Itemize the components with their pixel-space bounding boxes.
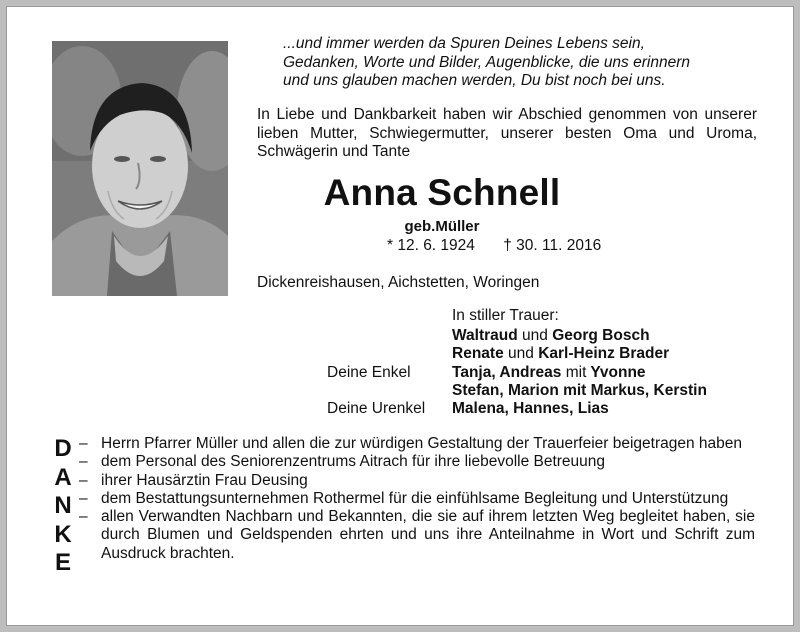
thanks-item [79, 508, 755, 563]
intro-text: In Liebe und Dankbarkeit haben wir Abschied genommen von unserer lieben Mutter, Schwiegermutter, unserer besten Oma und Uroma, Schwägerin und Tante [257, 106, 757, 160]
danke-vertical-word [51, 435, 75, 578]
mourners-list [327, 327, 707, 418]
quote-line: und uns glauben machen werden, Du bist noch bei uns. [283, 72, 666, 89]
mourner-name: Yvonne [590, 363, 646, 381]
thanks-item [79, 472, 755, 490]
birth-date: * 12. 6. 1924 [387, 237, 475, 254]
dash: – [79, 508, 88, 526]
memorial-quote [283, 35, 763, 91]
danke-letter: A [54, 463, 72, 491]
thanks-text: allen Verwandten Nachbarn und Bekannten, die sie auf ihrem letzten Weg begleitet haben, sie durch Blumen und Geldspenden ehrten und uns ihre Anteilnahme in Wort und Schrift zum Ausdruck brachten. [101, 508, 755, 562]
mourner-row [327, 382, 707, 400]
conjunction: mit [565, 363, 587, 381]
deceased-name: Anna Schnell [323, 172, 561, 213]
mourner-name: Georg Bosch [552, 327, 650, 344]
thanks-text: Herrn Pfarrer Müller und allen die zur würdigen Gestaltung der Trauerfeier beigetragen haben [101, 435, 743, 452]
mourner-name: Karl-Heinz Brader [538, 345, 670, 363]
conjunction: und [508, 345, 534, 363]
mourner-name: Malena, Hannes, Lias [452, 400, 609, 418]
danke-letter: D [54, 435, 72, 462]
life-dates [387, 237, 625, 255]
quote-line: ...und immer werden da Spuren Deines Lebens sein, [283, 35, 645, 52]
danke-letter: N [54, 492, 72, 519]
thanks-text: dem Bestattungsunternehmen Rothermel für die einfühlsame Begleitung und Unterstützung [101, 489, 729, 507]
thanks-item [79, 435, 755, 453]
mourner-name: Waltraud [452, 327, 518, 344]
grandchildren-label: Deine Enkel [327, 363, 411, 381]
mourner-row [327, 327, 707, 345]
dash: – [79, 453, 88, 471]
thanks-item [79, 490, 755, 508]
birth-name: geb.Müller [404, 218, 480, 235]
danke-letter: E [54, 549, 71, 576]
mourner-name: Stefan, Marion mit Markus, Kerstin [452, 381, 707, 399]
portrait-image [52, 41, 228, 296]
great-grandchildren-label: Deine Urenkel [327, 400, 426, 418]
thanks-list [79, 435, 755, 563]
mourner-name: Tanja, Andreas [452, 363, 562, 381]
danke-letter: K [54, 520, 72, 548]
thanks-text: dem Personal des Seniorenzentrums Aitrach für ihre liebevolle Betreuung [101, 453, 606, 471]
mourner-row [327, 400, 707, 418]
quote-line: Gedanken, Worte und Bilder, Augenblicke, die uns erinnern [283, 53, 690, 71]
portrait-photo [52, 41, 228, 296]
mourner-row [327, 364, 707, 382]
conjunction: und [522, 327, 548, 344]
mourner-row [327, 345, 707, 363]
obituary-notice [6, 6, 794, 626]
thanks-item [79, 453, 755, 471]
mourners-heading: In stiller Trauer: [452, 307, 559, 324]
death-date: † 30. 11. 2016 [503, 237, 602, 254]
dash: – [79, 471, 88, 489]
dash: – [79, 435, 88, 452]
thanks-text: ihrer Hausärztin Frau Deusing [101, 471, 308, 489]
dash: – [79, 489, 88, 507]
places: Dickenreishausen, Aichstetten, Woringen [257, 274, 540, 291]
mourner-name: Renate [452, 345, 504, 363]
